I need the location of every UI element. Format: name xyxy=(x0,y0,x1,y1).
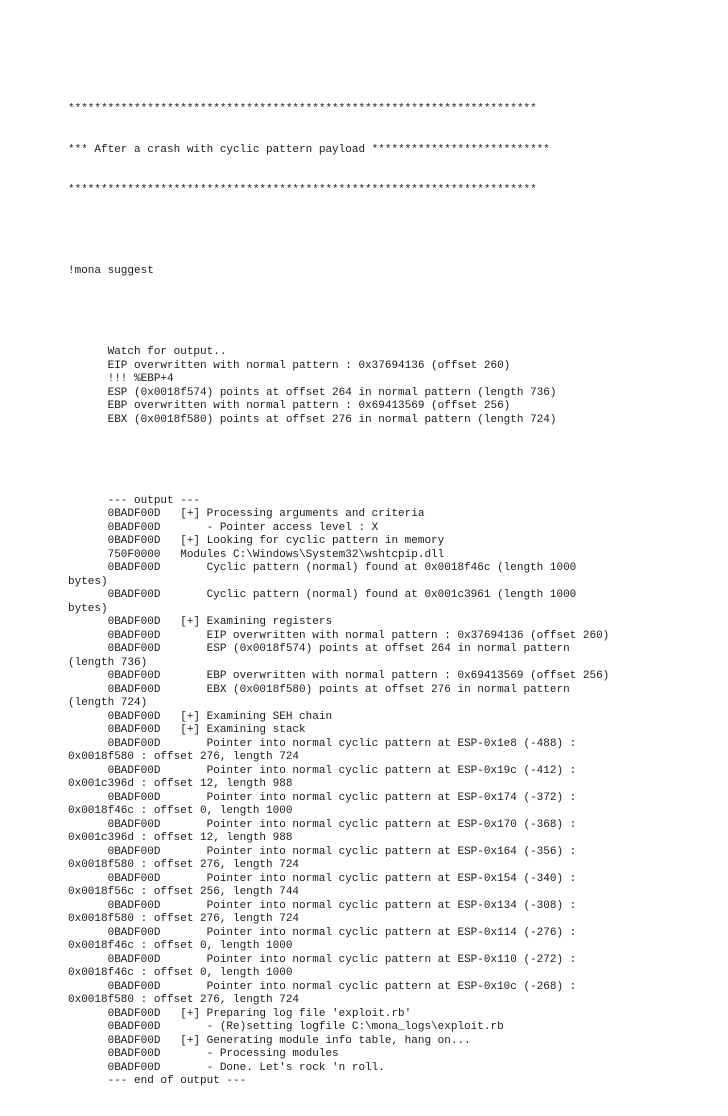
output-line: 0BADF00D [+] Examining SEH chain xyxy=(68,710,333,723)
output-line: 0BADF00D EIP overwritten with normal pattern : 0x37694136 (offset 260) xyxy=(68,629,610,642)
output-line: 0x0018f46c : offset 0, length 1000 xyxy=(68,805,293,817)
banner-stars-bottom: *********************************************************************** xyxy=(68,184,537,196)
output-line: 0BADF00D [+] Examining stack xyxy=(68,724,306,736)
output-line: 0BADF00D [+] Processing arguments and criteria xyxy=(68,508,425,520)
output-line: 0BADF00D - (Re)setting logfile C:\mona_logs\exploit.rb xyxy=(68,1021,504,1033)
output-line: bytes) xyxy=(68,575,108,588)
output-line: 0BADF00D Pointer into normal cyclic pattern at ESP-0x110 (-272) : xyxy=(68,953,577,966)
summary-line: EBP overwritten with normal pattern : 0x69413569 (offset 256) xyxy=(68,400,511,412)
output-line: 0BADF00D EBX (0x0018f580) points at offset 276 in normal pattern xyxy=(68,683,570,696)
banner-title: *** After a crash with cyclic pattern payload *************************** xyxy=(68,143,550,156)
output-line: 0x0018f580 : offset 276, length 724 xyxy=(68,751,300,763)
output-line: 0BADF00D - Pointer access level : X xyxy=(68,521,379,534)
output-line: 0x0018f580 : offset 276, length 724 xyxy=(68,859,300,871)
output-line: 750F0000 Modules C:\Windows\System32\wshtcpip.dll xyxy=(68,548,445,561)
blank-line xyxy=(68,306,668,320)
output-line: 0x0018f46c : offset 0, length 1000 xyxy=(68,967,293,979)
blank-line xyxy=(68,454,668,468)
summary-line: !!! %EBP+4 xyxy=(68,373,174,385)
output-line: 0BADF00D Pointer into normal cyclic pattern at ESP-0x1e8 (-488) : xyxy=(68,737,577,750)
output-line: 0BADF00D Pointer into normal cyclic pattern at ESP-0x174 (-372) : xyxy=(68,791,577,804)
summary-block xyxy=(68,346,668,427)
output-line: 0BADF00D Pointer into normal cyclic pattern at ESP-0x114 (-276) : xyxy=(68,926,577,939)
output-line: 0BADF00D - Processing modules xyxy=(68,1048,339,1060)
output-line: bytes) xyxy=(68,602,108,615)
output-line: (length 724) xyxy=(68,697,148,709)
output-line: --- end of output --- xyxy=(68,1075,247,1087)
blank-line xyxy=(68,225,668,239)
output-line: 0x0018f56c : offset 256, length 744 xyxy=(68,886,300,898)
output-line: 0BADF00D Cyclic pattern (normal) found at 0x0018f46c (length 1000 xyxy=(68,562,577,574)
mona-log-text xyxy=(68,76,668,1116)
summary-line: Watch for output.. xyxy=(68,346,227,358)
output-line: 0BADF00D Pointer into normal cyclic pattern at ESP-0x154 (-340) : xyxy=(68,872,577,885)
output-line: 0BADF00D Pointer into normal cyclic pattern at ESP-0x170 (-368) : xyxy=(68,818,577,831)
output-line: 0BADF00D Pointer into normal cyclic pattern at ESP-0x19c (-412) : xyxy=(68,764,577,777)
output-block xyxy=(68,495,668,1089)
output-line: 0x001c396d : offset 12, length 988 xyxy=(68,778,293,790)
summary-line: EBX (0x0018f580) points at offset 276 in normal pattern (length 724) xyxy=(68,413,557,426)
output-line: 0BADF00D Pointer into normal cyclic pattern at ESP-0x10c (-268) : xyxy=(68,980,577,993)
output-line: 0BADF00D ESP (0x0018f574) points at offset 264 in normal pattern xyxy=(68,643,570,655)
output-line: 0x0018f580 : offset 276, length 724 xyxy=(68,913,300,925)
output-line: 0BADF00D EBP overwritten with normal pattern : 0x69413569 (offset 256) xyxy=(68,670,610,682)
summary-line: ESP (0x0018f574) points at offset 264 in normal pattern (length 736) xyxy=(68,386,557,399)
summary-line: EIP overwritten with normal pattern : 0x37694136 (offset 260) xyxy=(68,359,511,372)
banner-stars-top: *********************************************************************** xyxy=(68,103,537,115)
output-line: 0BADF00D [+] Looking for cyclic pattern in memory xyxy=(68,535,445,547)
output-line: 0x0018f580 : offset 276, length 724 xyxy=(68,994,300,1006)
output-line: 0BADF00D Cyclic pattern (normal) found at 0x001c3961 (length 1000 xyxy=(68,589,577,601)
output-line: 0BADF00D Pointer into normal cyclic pattern at ESP-0x164 (-356) : xyxy=(68,845,577,858)
output-line: 0x001c396d : offset 12, length 988 xyxy=(68,832,293,844)
output-line: 0BADF00D Pointer into normal cyclic pattern at ESP-0x134 (-308) : xyxy=(68,899,577,912)
output-line: 0x0018f46c : offset 0, length 1000 xyxy=(68,940,293,952)
output-line: --- output --- xyxy=(68,494,201,507)
output-line: (length 736) xyxy=(68,656,148,669)
command-line: !mona suggest xyxy=(68,265,154,277)
output-line: 0BADF00D [+] Generating module info table, hang on... xyxy=(68,1034,471,1047)
output-line: 0BADF00D - Done. Let's rock 'n roll. xyxy=(68,1061,385,1074)
output-line: 0BADF00D [+] Preparing log file 'exploit.rb' xyxy=(68,1007,412,1020)
output-line: 0BADF00D [+] Examining registers xyxy=(68,616,333,628)
